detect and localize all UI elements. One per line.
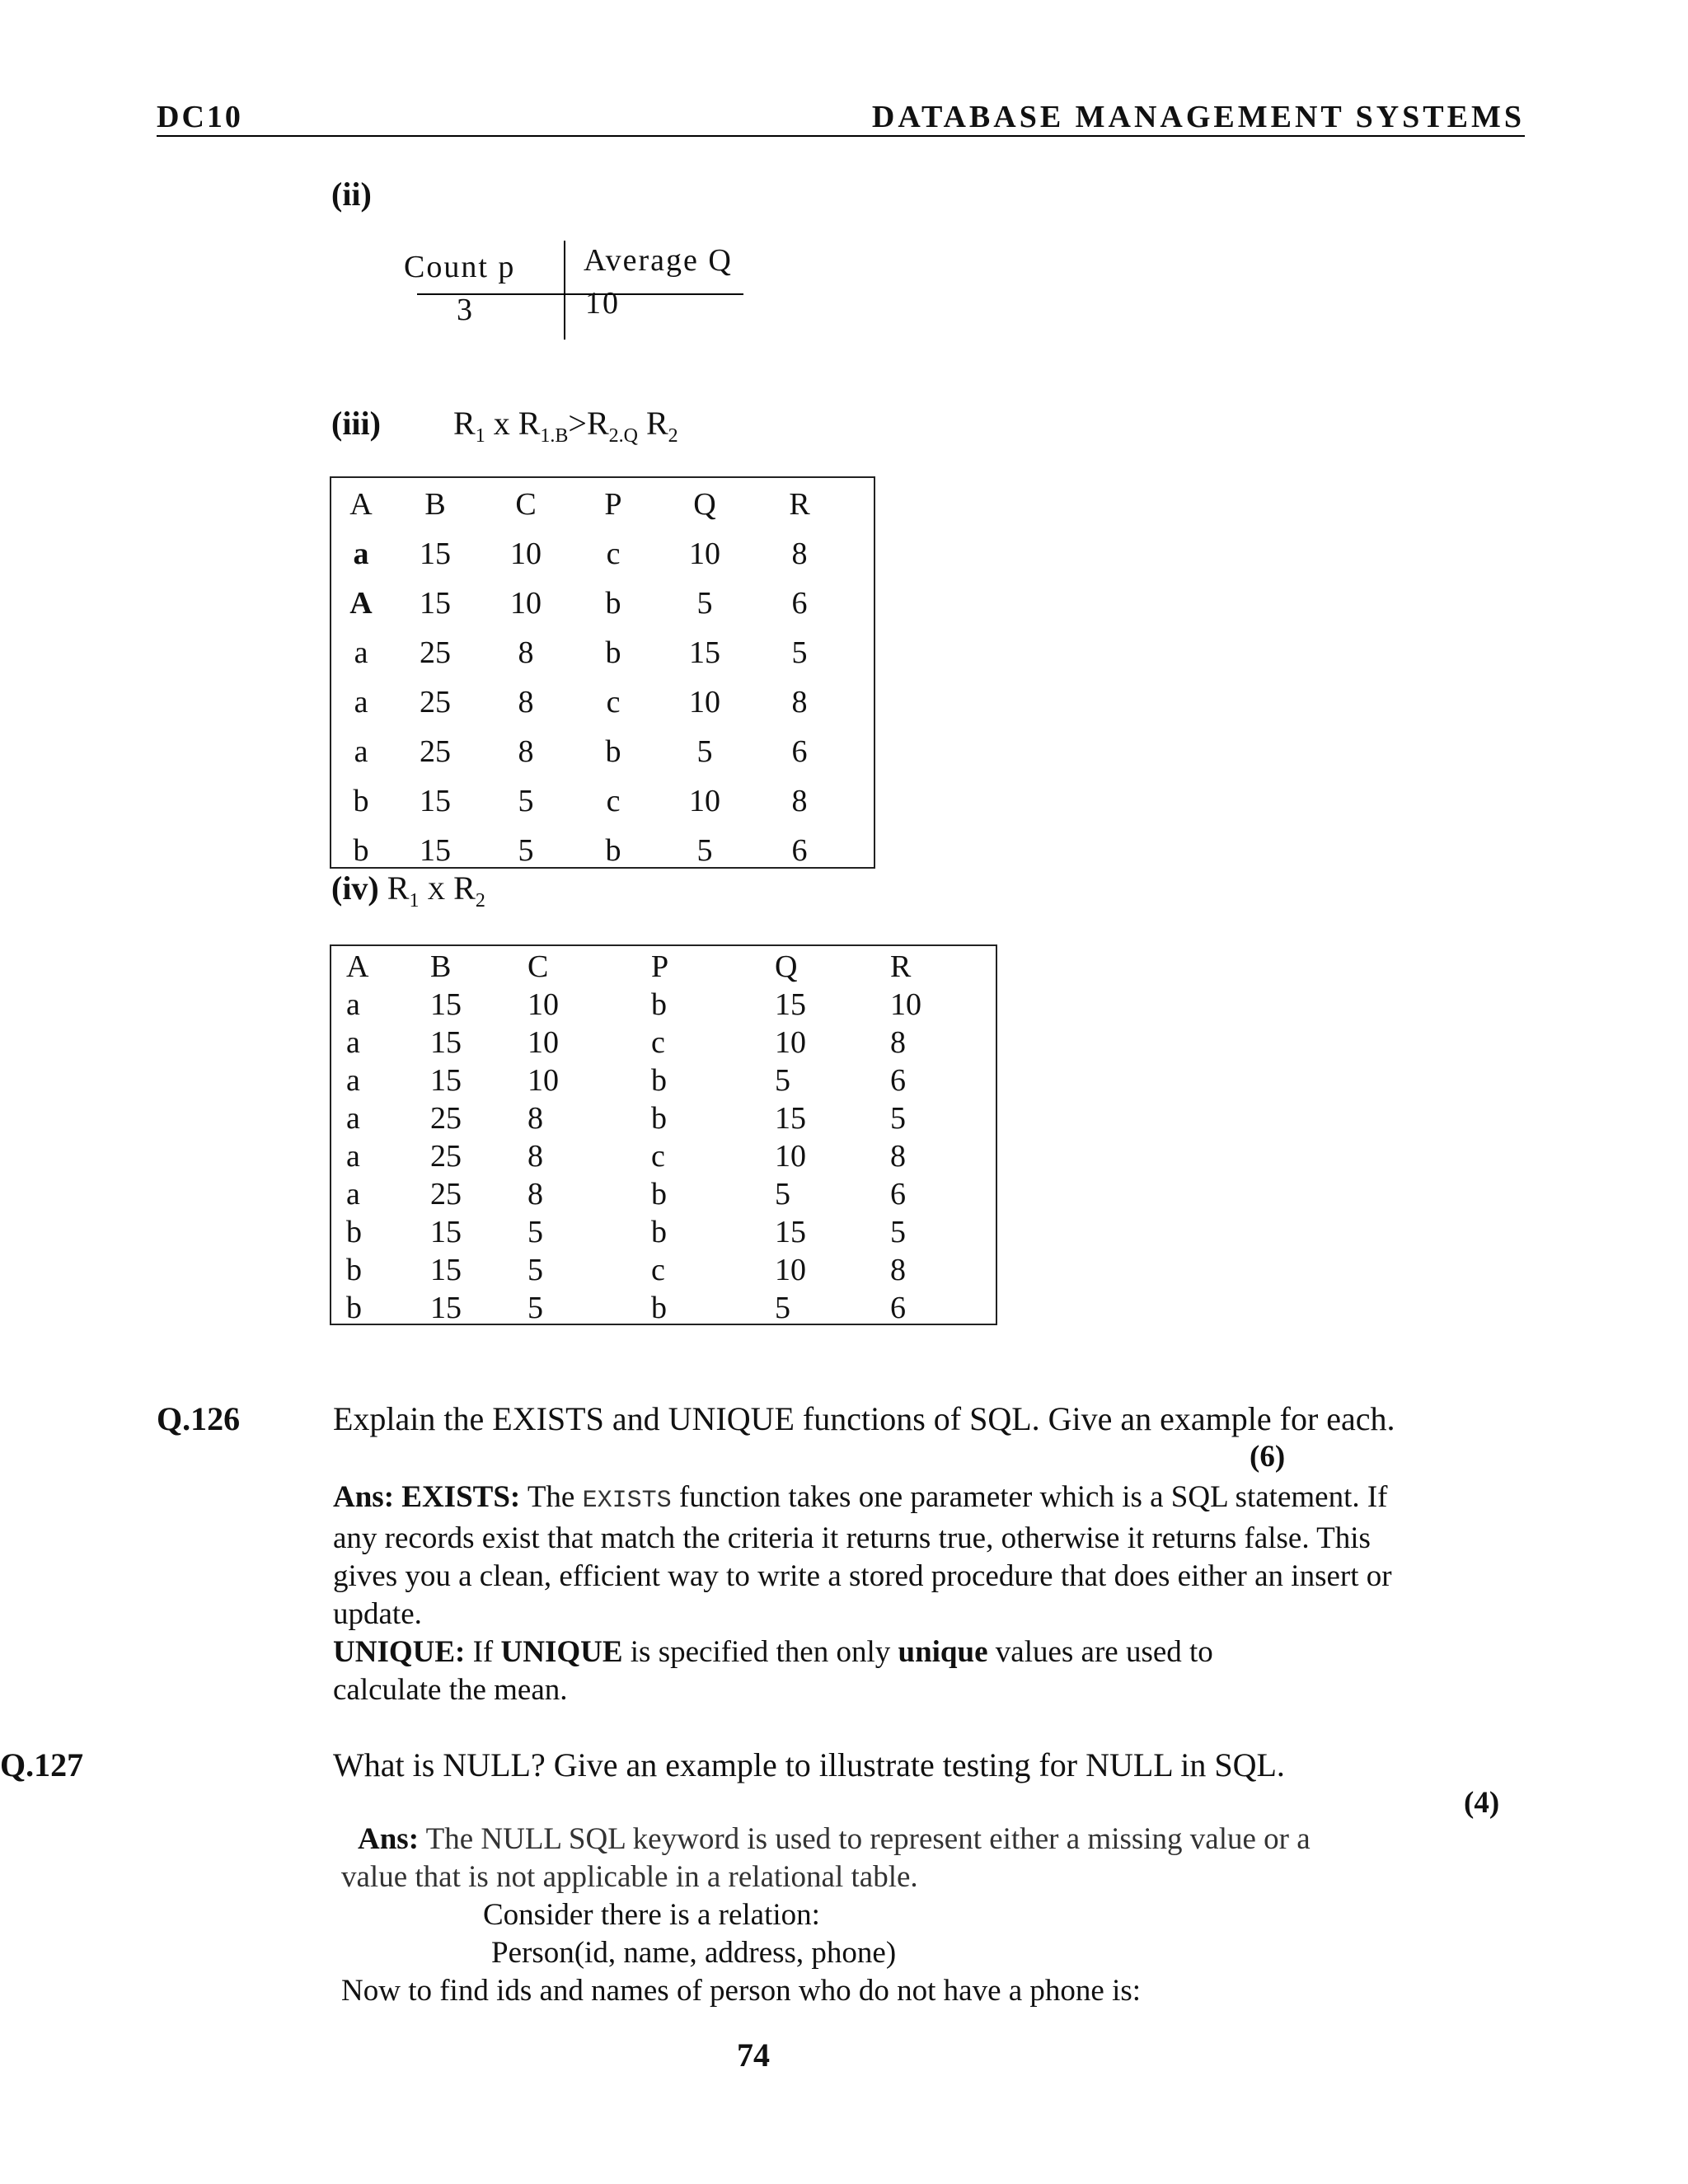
q126-ans-line3: gives you a clean, efficient way to write a stored procedure that does either an insert or [333,1559,1392,1593]
unique-mid: is specified then only [622,1635,898,1669]
theta-join-grid [333,480,846,875]
table-header-cell: A [349,487,373,522]
table-cell: 15 [430,1291,462,1325]
table-cell: 6 [791,833,808,868]
cartesian-expression [331,869,485,912]
table-cell: 8 [528,1139,543,1174]
table-header-cell: C [528,949,549,984]
table-cell: 5 [696,833,713,868]
table-cell: 10 [775,1139,806,1174]
table-header-cell: P [604,487,622,522]
expr-cond-sub2: 2.Q [608,425,638,447]
table-cell: a [354,685,368,719]
table-cell: 15 [775,1215,806,1249]
table-header-cell: R [789,487,810,522]
average-q-value: 10 [585,286,620,321]
table-cell: 25 [420,635,451,670]
q127-marks: (4) [1464,1786,1500,1820]
q127-ans-label: Ans: [358,1822,420,1856]
table-row [333,579,846,628]
table-cell: 5 [775,1291,790,1325]
table-cell: 10 [510,537,542,571]
aggregate-divider [564,241,565,340]
iv-expr-r1: R [387,869,410,907]
table-cell: 5 [518,833,534,868]
table-cell: a [353,537,369,571]
table-cell: 10 [528,1025,559,1060]
table-cell: 15 [430,1025,462,1060]
table-header-cell: A [346,949,369,984]
table-cell: 8 [518,734,534,769]
average-q-header: Average Q [584,243,733,278]
cartesian-product-table [330,944,997,1325]
table-cell: 10 [528,1063,559,1098]
page-header [157,96,1525,137]
table-cell: a [346,987,360,1022]
q126-unique-line2: calculate the mean. [333,1673,568,1707]
q126-unique-line1 [333,1633,1512,1671]
iv-expr-r2-sub: 2 [475,890,485,912]
table-row [331,1251,973,1289]
q126-ans-line2: any records exist that match the criteria it returns true, otherwise it returns false. This [333,1521,1371,1555]
table-header-cell: R [890,949,912,984]
iv-expr-r2: R [453,869,476,907]
table-cell: c [606,537,621,571]
expr-r2-sub: 2 [668,425,678,447]
q127-relation: Person(id, name, address, phone) [491,1936,897,1970]
table-cell: b [346,1253,362,1287]
table-header-cell: B [430,949,452,984]
table-cell: 10 [510,586,542,621]
table-cell: 15 [430,1215,462,1249]
table-cell: 25 [430,1177,462,1212]
table-cell: 10 [689,784,720,818]
q127-ans-line2: value that is not applicable in a relational table. [341,1860,918,1894]
q127-now-find: Now to find ids and names of person who do not have a phone is: [341,1974,1142,2008]
table-cell: b [651,1063,667,1098]
table-row [331,1099,973,1137]
table-cell: 5 [528,1291,543,1325]
table-cell: 8 [528,1177,543,1212]
table-cell: 15 [420,537,451,571]
table-cell: a [354,734,368,769]
table-cell: 5 [890,1101,906,1136]
table-cell: 8 [890,1025,906,1060]
table-cell: 5 [518,784,534,818]
expr-r1-sub: 1 [475,425,485,447]
table-cell: 8 [890,1253,906,1287]
table-row [333,826,846,875]
table-row [331,1213,973,1251]
table-cell: 10 [689,685,720,719]
q127-ans-line1-rest: The NULL SQL keyword is used to represent either a missing value or a [419,1822,1311,1856]
q126-question: Explain the EXISTS and UNIQUE functions of SQL. Give an example for each. [333,1400,1395,1437]
table-cell: a [346,1139,360,1174]
table-cell: 25 [420,734,451,769]
table-cell: 10 [528,987,559,1022]
table-cell: 8 [791,784,808,818]
q127-consider: Consider there is a relation: [483,1898,820,1932]
theta-join-table [330,476,875,869]
table-cell: a [346,1025,360,1060]
table-row [331,1024,973,1062]
table-cell: 5 [528,1215,543,1249]
count-p-value: 3 [457,293,474,327]
expr-cond-sub1: 1.B [540,425,569,447]
table-cell: 15 [430,1063,462,1098]
table-header-cell: P [651,949,669,984]
q126-ans-line1 [333,1479,1512,1520]
course-code: DC10 [157,100,243,134]
table-header-cell: Q [693,487,716,522]
q126-ans-the: The [520,1480,583,1514]
table-cell: b [605,586,621,621]
table-cell: 5 [775,1177,790,1212]
table-cell: 25 [430,1101,462,1136]
table-cell: b [353,833,369,868]
table-cell: a [346,1101,360,1136]
table-cell: b [353,784,369,818]
part-iv-label: (iv) [331,869,379,907]
table-cell: 5 [696,734,713,769]
table-row [331,986,973,1024]
table-cell: b [346,1291,362,1325]
expr-r1: R [453,405,476,442]
table-cell: b [651,1177,667,1212]
unique-if: If [465,1635,501,1669]
table-cell: a [346,1177,360,1212]
count-p-header: Count p [404,250,516,284]
page-number: 74 [737,2036,770,2074]
iv-expr-x: X [427,878,446,905]
table-cell: 15 [689,635,720,670]
iv-expr-r1-sub: 1 [409,890,420,912]
part-ii-label: (ii) [331,176,372,213]
table-cell: 5 [890,1215,906,1249]
unique-keyword: UNIQUE [500,1635,623,1669]
q126-ans-line1-rest: function takes one parameter which is a SQL statement. If [671,1480,1388,1514]
q127-ans-line1 [358,1821,1311,1857]
table-row [333,727,846,776]
table-cell: a [354,635,368,670]
table-cell: 6 [791,734,808,769]
expr-gt: >R [568,405,609,442]
table-cell: 8 [791,685,808,719]
expr-x: x R [493,405,541,442]
theta-join-body [333,480,846,875]
table-cell: 10 [775,1253,806,1287]
table-row [331,1289,973,1327]
exists-code: EXISTS [582,1487,672,1515]
table-cell: 25 [420,685,451,719]
table-cell: 5 [696,586,713,621]
table-row [331,1062,973,1099]
table-cell: 15 [775,987,806,1022]
table-cell: c [651,1253,665,1287]
theta-join-expression [453,404,678,448]
unique-rest: values are used to [987,1635,1213,1669]
q126-ans-label: Ans: EXISTS: [333,1480,521,1514]
table-cell: 5 [775,1063,790,1098]
table-cell: 15 [420,833,451,868]
q127-number: Q.127 [0,1746,84,1783]
q127-question: What is NULL? Give an example to illustrate testing for NULL in SQL. [333,1746,1285,1783]
unique-keyword-2: unique [898,1635,988,1669]
table-cell: 15 [420,586,451,621]
table-row [331,1175,973,1213]
table-header-row [331,948,973,986]
table-cell: c [651,1025,665,1060]
table-cell: 10 [775,1025,806,1060]
q126-answer [333,1479,1512,1709]
table-cell: b [605,635,621,670]
table-cell: 15 [775,1101,806,1136]
table-cell: b [651,1101,667,1136]
table-header-cell: B [424,487,446,522]
table-cell: 15 [430,987,462,1022]
table-cell: 10 [890,987,921,1022]
table-cell: 8 [518,685,534,719]
table-cell: a [346,1063,360,1098]
table-row [333,776,846,826]
table-cell: 6 [791,586,808,621]
table-cell: 25 [430,1139,462,1174]
table-cell: b [605,833,621,868]
course-title: DATABASE MANAGEMENT SYSTEMS [871,100,1525,134]
table-cell: 8 [518,635,534,670]
table-header-row [333,480,846,529]
table-row [333,529,846,579]
table-cell: b [651,987,667,1022]
table-cell: c [606,685,621,719]
table-cell: 6 [890,1291,906,1325]
table-row [331,1137,973,1175]
table-cell: b [651,1215,667,1249]
table-cell: c [606,784,621,818]
table-cell: 5 [528,1253,543,1287]
expr-r2: R [645,405,668,442]
table-row [333,677,846,727]
table-cell: 6 [890,1177,906,1212]
q126-marks: (6) [1250,1440,1286,1474]
table-cell: 5 [791,635,808,670]
table-cell: 8 [791,537,808,571]
table-row [333,628,846,677]
table-cell: 8 [890,1139,906,1174]
q126-ans-line4: update. [333,1597,422,1631]
table-cell: b [605,734,621,769]
cartesian-grid [331,948,973,1327]
part-iii-label: (iii) [331,405,381,442]
q126-number: Q.126 [157,1400,241,1437]
table-cell: 15 [420,784,451,818]
table-cell: 15 [430,1253,462,1287]
table-cell: 10 [689,537,720,571]
table-cell: b [651,1291,667,1325]
table-cell: 8 [528,1101,543,1136]
table-cell: A [349,586,373,621]
table-cell: b [346,1215,362,1249]
cartesian-body [331,948,973,1327]
table-cell: c [651,1139,665,1174]
table-cell: 6 [890,1063,906,1098]
unique-label: UNIQUE: [333,1635,466,1669]
table-header-cell: Q [775,949,798,984]
table-header-cell: C [515,487,537,522]
